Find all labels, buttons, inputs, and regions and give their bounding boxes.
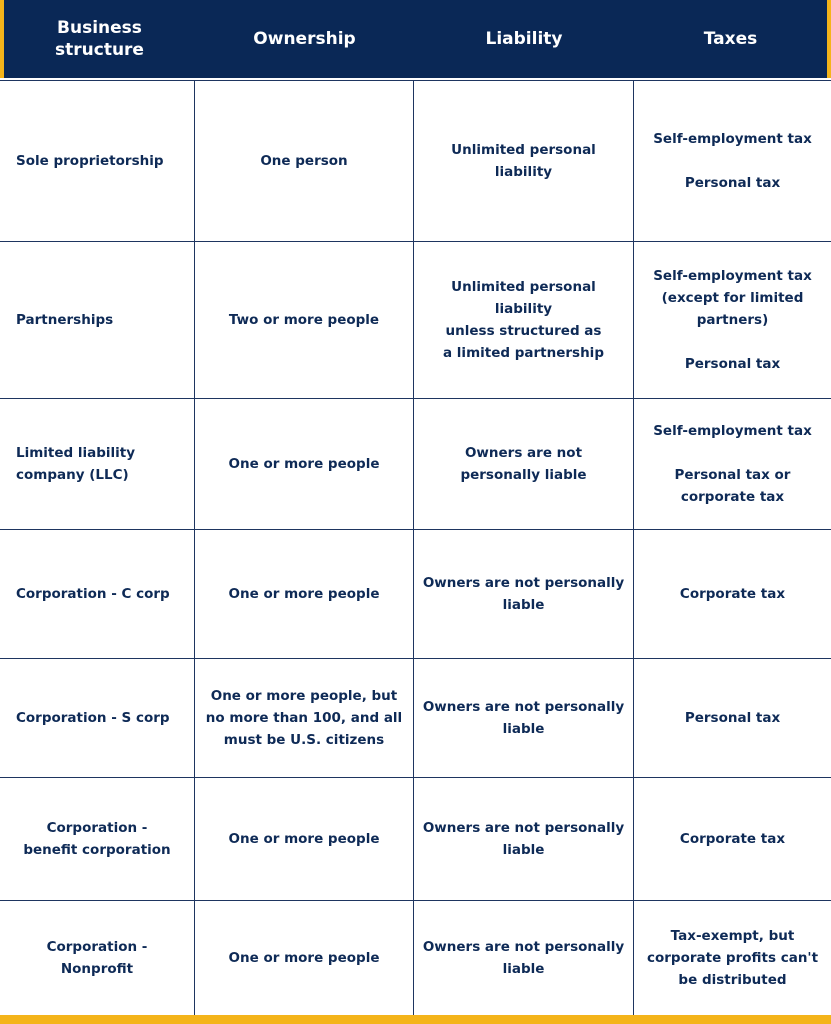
header-taxes: Taxes xyxy=(703,29,758,49)
table-row xyxy=(0,398,831,529)
header-liability: Liability xyxy=(485,29,563,49)
cell-ownership: One or more people xyxy=(195,778,414,900)
cell-taxes: Corporate tax xyxy=(679,586,786,602)
cell-taxes: Self-employment tax Personal tax xyxy=(653,131,812,191)
cell-liability: Owners are not personally liable xyxy=(414,530,634,658)
cell-structure: Corporation - S corp xyxy=(0,659,195,777)
cell-structure: Limited liability company (LLC) xyxy=(0,399,195,529)
cell-taxes: Corporate tax xyxy=(679,831,786,847)
cell-taxes: Personal tax xyxy=(684,710,781,726)
cell-taxes: Self-employment tax (except for limited partners) Personal tax xyxy=(653,268,812,372)
header-ownership: Ownership xyxy=(253,29,356,49)
cell-liability: Owners are not personally liable xyxy=(414,659,634,777)
cell-structure: Corporation - C corp xyxy=(0,530,195,658)
table-row xyxy=(0,900,831,1015)
cell-ownership: One or more people xyxy=(195,530,414,658)
table-row xyxy=(0,658,831,777)
cell-ownership: One person xyxy=(195,81,414,241)
cell-structure: Sole proprietorship xyxy=(0,81,195,241)
cell-liability: Owners are not personally liable xyxy=(414,778,634,900)
table-row xyxy=(0,80,831,241)
cell-ownership: One or more people, but no more than 100, and all must be U.S. citizens xyxy=(195,659,414,777)
cell-structure: Corporation - benefit corporation xyxy=(0,778,195,900)
table-row xyxy=(0,241,831,398)
cell-liability: Unlimited personal liability unless structured as a limited partnership xyxy=(414,242,634,398)
cell-liability: Owners are not personally liable xyxy=(414,399,634,529)
table-row xyxy=(0,529,831,658)
cell-ownership: One or more people xyxy=(195,901,414,1015)
table-header xyxy=(0,0,831,78)
header-business-structure: Business structure xyxy=(55,18,144,60)
cell-liability: Owners are not personally liable xyxy=(414,901,634,1015)
cell-structure: Partnerships xyxy=(0,242,195,398)
cell-ownership: One or more people xyxy=(195,399,414,529)
cell-taxes: Tax-exempt, but corporate profits can't be distributed xyxy=(646,928,819,988)
table-row xyxy=(0,777,831,900)
cell-structure: Corporation - Nonprofit xyxy=(0,901,195,1015)
cell-ownership: Two or more people xyxy=(195,242,414,398)
cell-liability: Unlimited personal liability xyxy=(414,81,634,241)
bottom-accent-bar xyxy=(0,1015,831,1024)
cell-taxes: Self-employment tax Personal tax or corporate tax xyxy=(653,423,812,505)
